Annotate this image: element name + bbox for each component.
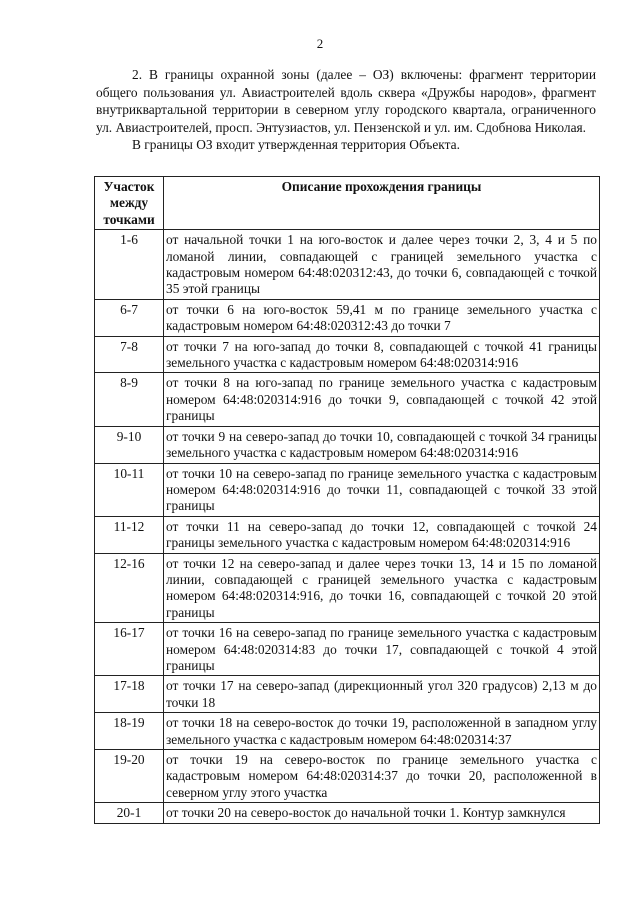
table-row [95,299,600,336]
description-cell: от точки 10 на северо-запад по границе земельного участка с кадастровым номером 64:48:020314:916 до точки 11, совпадающей с точкой 33 этой границы [164,463,600,516]
segment-cell: 18-19 [95,713,164,750]
boundary-table [94,176,600,824]
segment-cell: 17-18 [95,676,164,713]
segment-cell: 11-12 [95,516,164,553]
header-description: Описание прохождения границы [164,177,600,230]
description-cell: от точки 12 на северо-запад и далее через точки 13, 14 и 15 по ломаной линии, совпадающей с границей земельного участка с кадастровым номером 64:48:020314:916, до точки 16, совпадающей с точкой 20 этой границы [164,553,600,623]
description-cell: от точки 16 на северо-запад по границе земельного участка с кадастровым номером 64:48:020314:83 до точки 17, совпадающей с точкой 4 этой границы [164,623,600,676]
table-row [95,336,600,373]
description-cell: от точки 11 на северо-запад до точки 12, совпадающей с точкой 24 границы земельного участка с кадастровым номером 64:48:020314:916 [164,516,600,553]
table-header-row [95,177,600,230]
table-row [95,676,600,713]
segment-cell: 8-9 [95,373,164,426]
segment-cell: 6-7 [95,299,164,336]
table-row [95,803,600,823]
table-row [95,713,600,750]
table-row [95,426,600,463]
description-cell: от точки 7 на юго-запад до точки 8, совпадающей с точкой 41 границы земельного участка с кадастровым номером 64:48:020314:916 [164,336,600,373]
table-row [95,230,600,300]
description-cell: от точки 20 на северо-восток до начальной точки 1. Контур замкнулся [164,803,600,823]
description-cell: от точки 18 на северо-восток до точки 19, расположенной в западном углу земельного участка с кадастровым номером 64:48:020314:37 [164,713,600,750]
header-segment: Участок между точками [95,177,164,230]
table-row [95,463,600,516]
intro-paragraph: 2. В границы охранной зоны (далее – ОЗ) включены: фрагмент территории общего пользования ул. Авиастроителей вдоль сквера «Дружбы народов», фрагмент внутриквартальной территории в северном углу городского квартала, ограниченного ул. Авиастроителей, просп. Энтузиастов, ул. Пензенской и ул. им. Сдобнова Николая. [96,67,596,135]
segment-cell: 19-20 [95,750,164,803]
intro-paragraph: В границы ОЗ входит утвержденная территория Объекта. [132,137,460,153]
segment-cell: 1-6 [95,230,164,300]
segment-cell: 9-10 [95,426,164,463]
segment-cell: 10-11 [95,463,164,516]
description-cell: от точки 9 на северо-запад до точки 10, совпадающей с точкой 34 границы земельного участка с кадастровым номером 64:48:020314:916 [164,426,600,463]
segment-cell: 16-17 [95,623,164,676]
segment-cell: 20-1 [95,803,164,823]
table-row [95,750,600,803]
description-cell: от точки 17 на северо-запад (дирекционный угол 320 градусов) 2,13 м до точки 18 [164,676,600,713]
description-cell: от точки 6 на юго-восток 59,41 м по границе земельного участка с кадастровым номером 64:48:020312:43 до точки 7 [164,299,600,336]
description-cell: от начальной точки 1 на юго-восток и далее через точки 2, 3, 4 и 5 по ломаной линии, совпадающей с границей земельного участка с кадастровым номером 64:48:020312:43, до точки 6, совпадающей с точкой 35 этой границы [164,230,600,300]
segment-cell: 7-8 [95,336,164,373]
intro-text [96,66,596,154]
table-row [95,623,600,676]
page-number: 2 [316,36,324,51]
description-cell: от точки 8 на юго-запад по границе земельного участка с кадастровым номером 64:48:020314:916 до точки 9, совпадающей с точкой 42 этой границы [164,373,600,426]
table-row [95,373,600,426]
segment-cell: 12-16 [95,553,164,623]
table-row [95,516,600,553]
description-cell: от точки 19 на северо-восток по границе земельного участка с кадастровым номером 64:48:020314:37 до точки 20, расположенной в северном углу этого участка [164,750,600,803]
table-row [95,553,600,623]
